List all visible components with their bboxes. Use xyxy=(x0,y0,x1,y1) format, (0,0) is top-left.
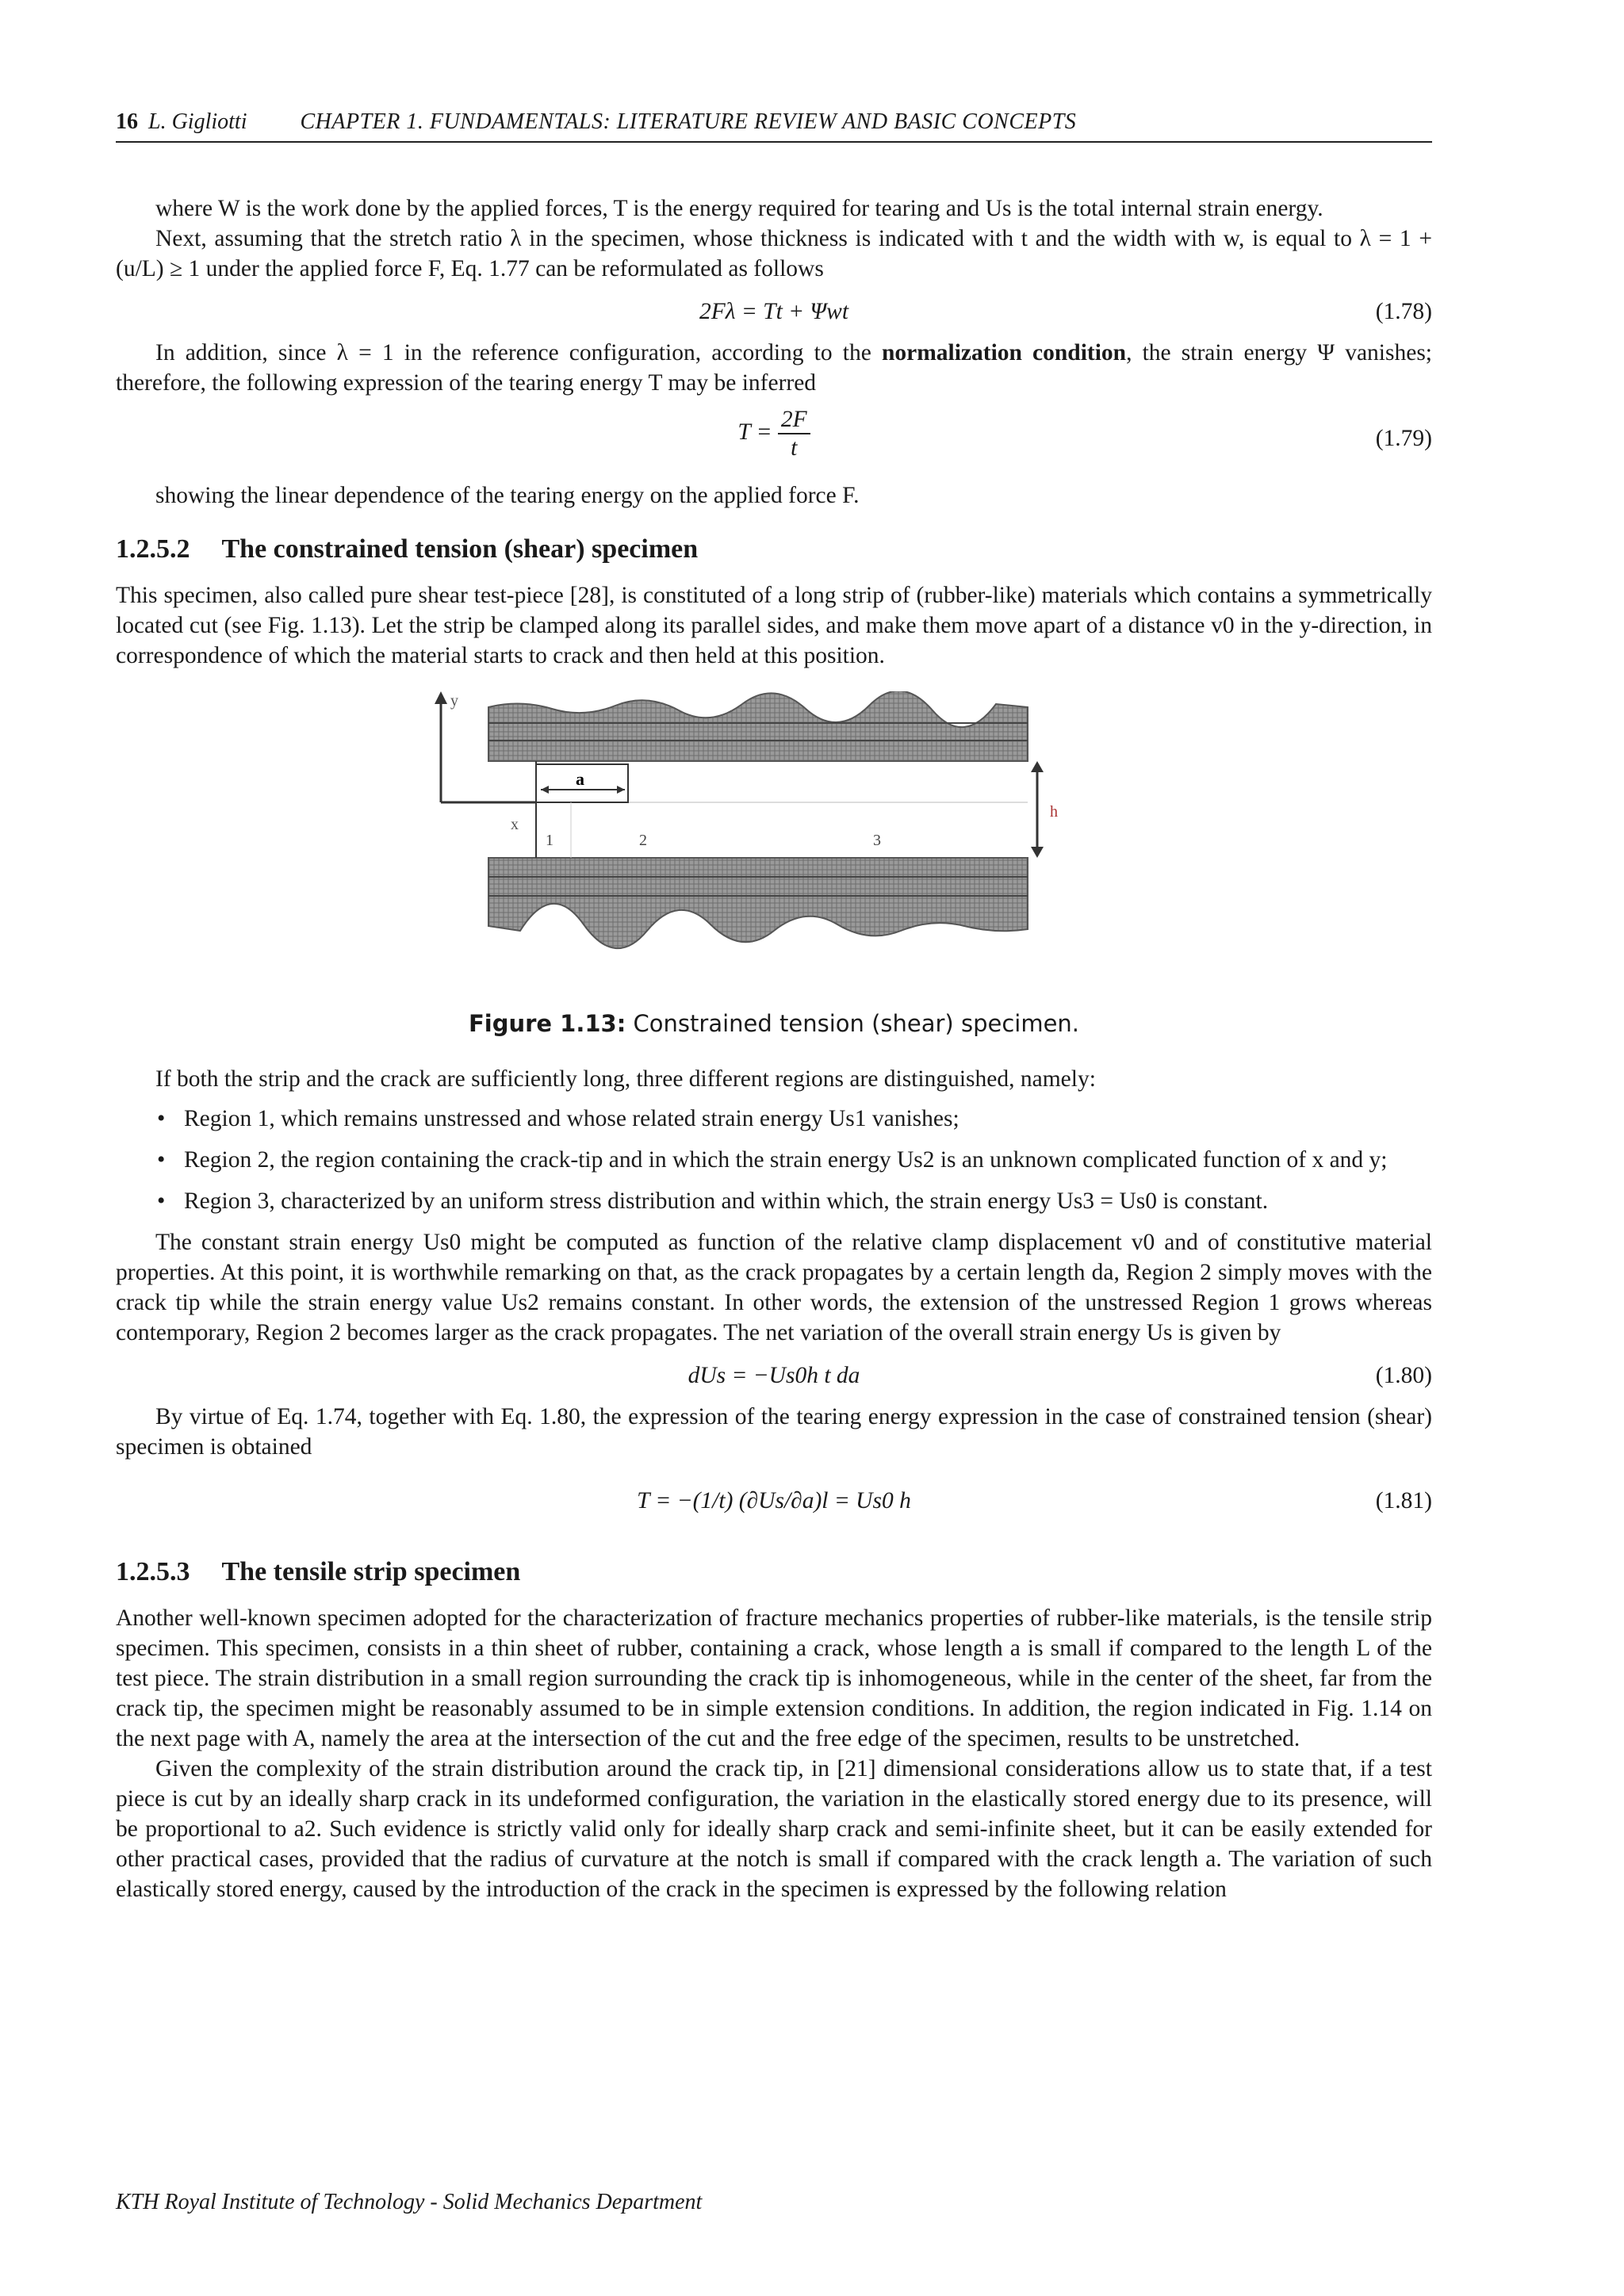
equation-lhs: T = xyxy=(737,419,772,445)
label-region-3: 3 xyxy=(873,832,881,849)
numerator: 2F xyxy=(778,406,810,434)
paragraph: By virtue of Eq. 1.74, together with Eq. 1.80, the expression of the tearing energy expression in the case of constrained tension (shear) specimen is obtained xyxy=(116,1404,1432,1460)
label-x: x xyxy=(511,816,519,833)
label-y: y xyxy=(450,692,458,710)
label-h: h xyxy=(1050,803,1058,821)
section-title: The tensile strip specimen xyxy=(221,1557,521,1586)
paragraph: where W is the work done by the applied forces, T is the energy required for tearing and Us is the total internal strain energy. xyxy=(155,196,1323,221)
equation-number: (1.79) xyxy=(1375,426,1432,451)
running-header xyxy=(116,109,1432,143)
paragraph: Given the complexity of the strain distribution around the crack tip, in [21] dimensional considerations allow us to state that, if a test piece is cut by an ideally sharp crack in its undeformed configuration, the variation in the elastically stored energy due to its presence, will be proportional to a2. Such evidence is strictly valid only for ideally sharp crack and semi-infinite sheet, but it can be easily extended for other practical cases, provided that the radius of curvature at the notch is small if compared with the crack length a. The variation of such elastically stored energy, caused by the introduction of the crack in the specimen is expressed by the following relation xyxy=(116,1756,1432,1902)
section-number: 1.2.5.3 xyxy=(116,1557,190,1586)
section-heading xyxy=(116,534,1432,564)
region-list xyxy=(116,1104,1432,1216)
equation-number: (1.78) xyxy=(1375,299,1432,324)
page-footer: KTH Royal Institute of Technology - Solid Mechanics Department xyxy=(116,2190,703,2214)
caption-text: Constrained tension (shear) specimen. xyxy=(626,1010,1080,1037)
paragraph: This specimen, also called pure shear test-piece [28], is constituted of a long strip of (rubber-like) materials which contains a symmetrically located cut (see Fig. 1.13). Let the strip be clamped along its parallel sides, and make them move apart of a distance v0 in the y-direction, in correspondence of which the material starts to crack and then held at this position. xyxy=(116,583,1432,668)
top-clamp xyxy=(488,691,1028,761)
equation-1-80 xyxy=(116,1356,1432,1394)
page xyxy=(116,0,1432,2296)
paragraph: Next, assuming that the stretch ratio λ in the specimen, whose thickness is indicated with t and the width with w, is equal to λ = 1 + (u/L) ≥ 1 under the applied force F, Eq. 1.77 can be reformulated as follows xyxy=(116,226,1432,281)
section-number: 1.2.5.2 xyxy=(116,534,190,564)
label-a: a xyxy=(576,769,584,789)
equation-1-79 xyxy=(116,406,1432,473)
list-item: • Region 1, which remains unstressed and whose related strain energy Us1 vanishes; xyxy=(116,1104,1432,1134)
list-item: • Region 3, characterized by an uniform stress distribution and within which, the strain energy Us3 = Us0 is constant. xyxy=(116,1186,1432,1216)
paragraph: Another well-known specimen adopted for the characterization of fracture mechanics properties of rubber-like materials, is the tensile strip specimen. This specimen, consists in a thin sheet of rubber, containing a crack, whose length a is small if compared to the length L of the test piece. The strain distribution in a small region surrounding the crack tip is inhomogeneous, while in the center of the sheet, far from the crack tip, the specimen might be reasonably assumed to be in simple extension conditions. In addition, the region indicated in Fig. 1.14 on the next page with A, namely the area at the intersection of the cut and the free edge of the specimen, results to be unstretched. xyxy=(116,1605,1432,1751)
section-title: The constrained tension (shear) specimen xyxy=(221,534,699,564)
equation-math: 2Fλ = Tt + Ψwt xyxy=(699,299,849,324)
list-item: • Region 2, the region containing the crack-tip and in which the strain energy Us2 is an unknown complicated function of x and y; xyxy=(116,1145,1432,1175)
label-region-1: 1 xyxy=(546,832,553,849)
paragraph: In addition, since λ = 1 in the reference configuration, according to the normalization condition, the strain energy Ψ vanishes; therefore, the following expression of the tearing energy T may be inferred xyxy=(116,340,1432,396)
header-author: L. Gigliotti xyxy=(148,109,247,134)
paragraph: If both the strip and the crack are sufficiently long, three different regions are distinguished, namely: xyxy=(155,1066,1096,1092)
equation-number: (1.80) xyxy=(1375,1363,1432,1388)
section-heading xyxy=(116,1557,1432,1587)
page-body xyxy=(116,193,1432,1904)
denominator: t xyxy=(791,435,798,461)
shear-specimen-diagram xyxy=(425,691,1123,993)
equation-1-78 xyxy=(116,292,1432,330)
bold-term: normalization condition xyxy=(881,340,1127,365)
bottom-clamp xyxy=(488,858,1028,948)
caption-label: Figure 1.13: xyxy=(468,1010,626,1037)
paragraph: showing the linear dependence of the tearing energy on the applied force F. xyxy=(155,483,860,508)
equation-math: T = −(1/t) (∂Us/∂a)l = Us0 h xyxy=(637,1488,911,1513)
page-number: 16 xyxy=(116,109,138,134)
equation-math: dUs = −Us0h t da xyxy=(688,1363,860,1388)
header-chapter: CHAPTER 1. FUNDAMENTALS: LITERATURE REVIEW AND BASIC CONCEPTS xyxy=(300,109,1077,134)
figure-caption xyxy=(116,1008,1432,1039)
label-region-2: 2 xyxy=(639,832,647,849)
fraction xyxy=(778,406,810,461)
equation-number: (1.81) xyxy=(1375,1488,1432,1513)
equation-1-81 xyxy=(116,1470,1432,1533)
paragraph: The constant strain energy Us0 might be computed as function of the relative clamp displacement v0 and of constitutive material properties. At this point, it is worthwhile remarking on that, as the crack propagates by a certain length da, Region 2 simply moves with the crack tip while the strain energy value Us2 remains constant. In other words, the extension of the unstressed Region 1 grows whereas contemporary, Region 2 becomes larger as the crack propagates. The net variation of the overall strain energy Us is given by xyxy=(116,1230,1432,1345)
figure-1-13 xyxy=(116,691,1432,1064)
